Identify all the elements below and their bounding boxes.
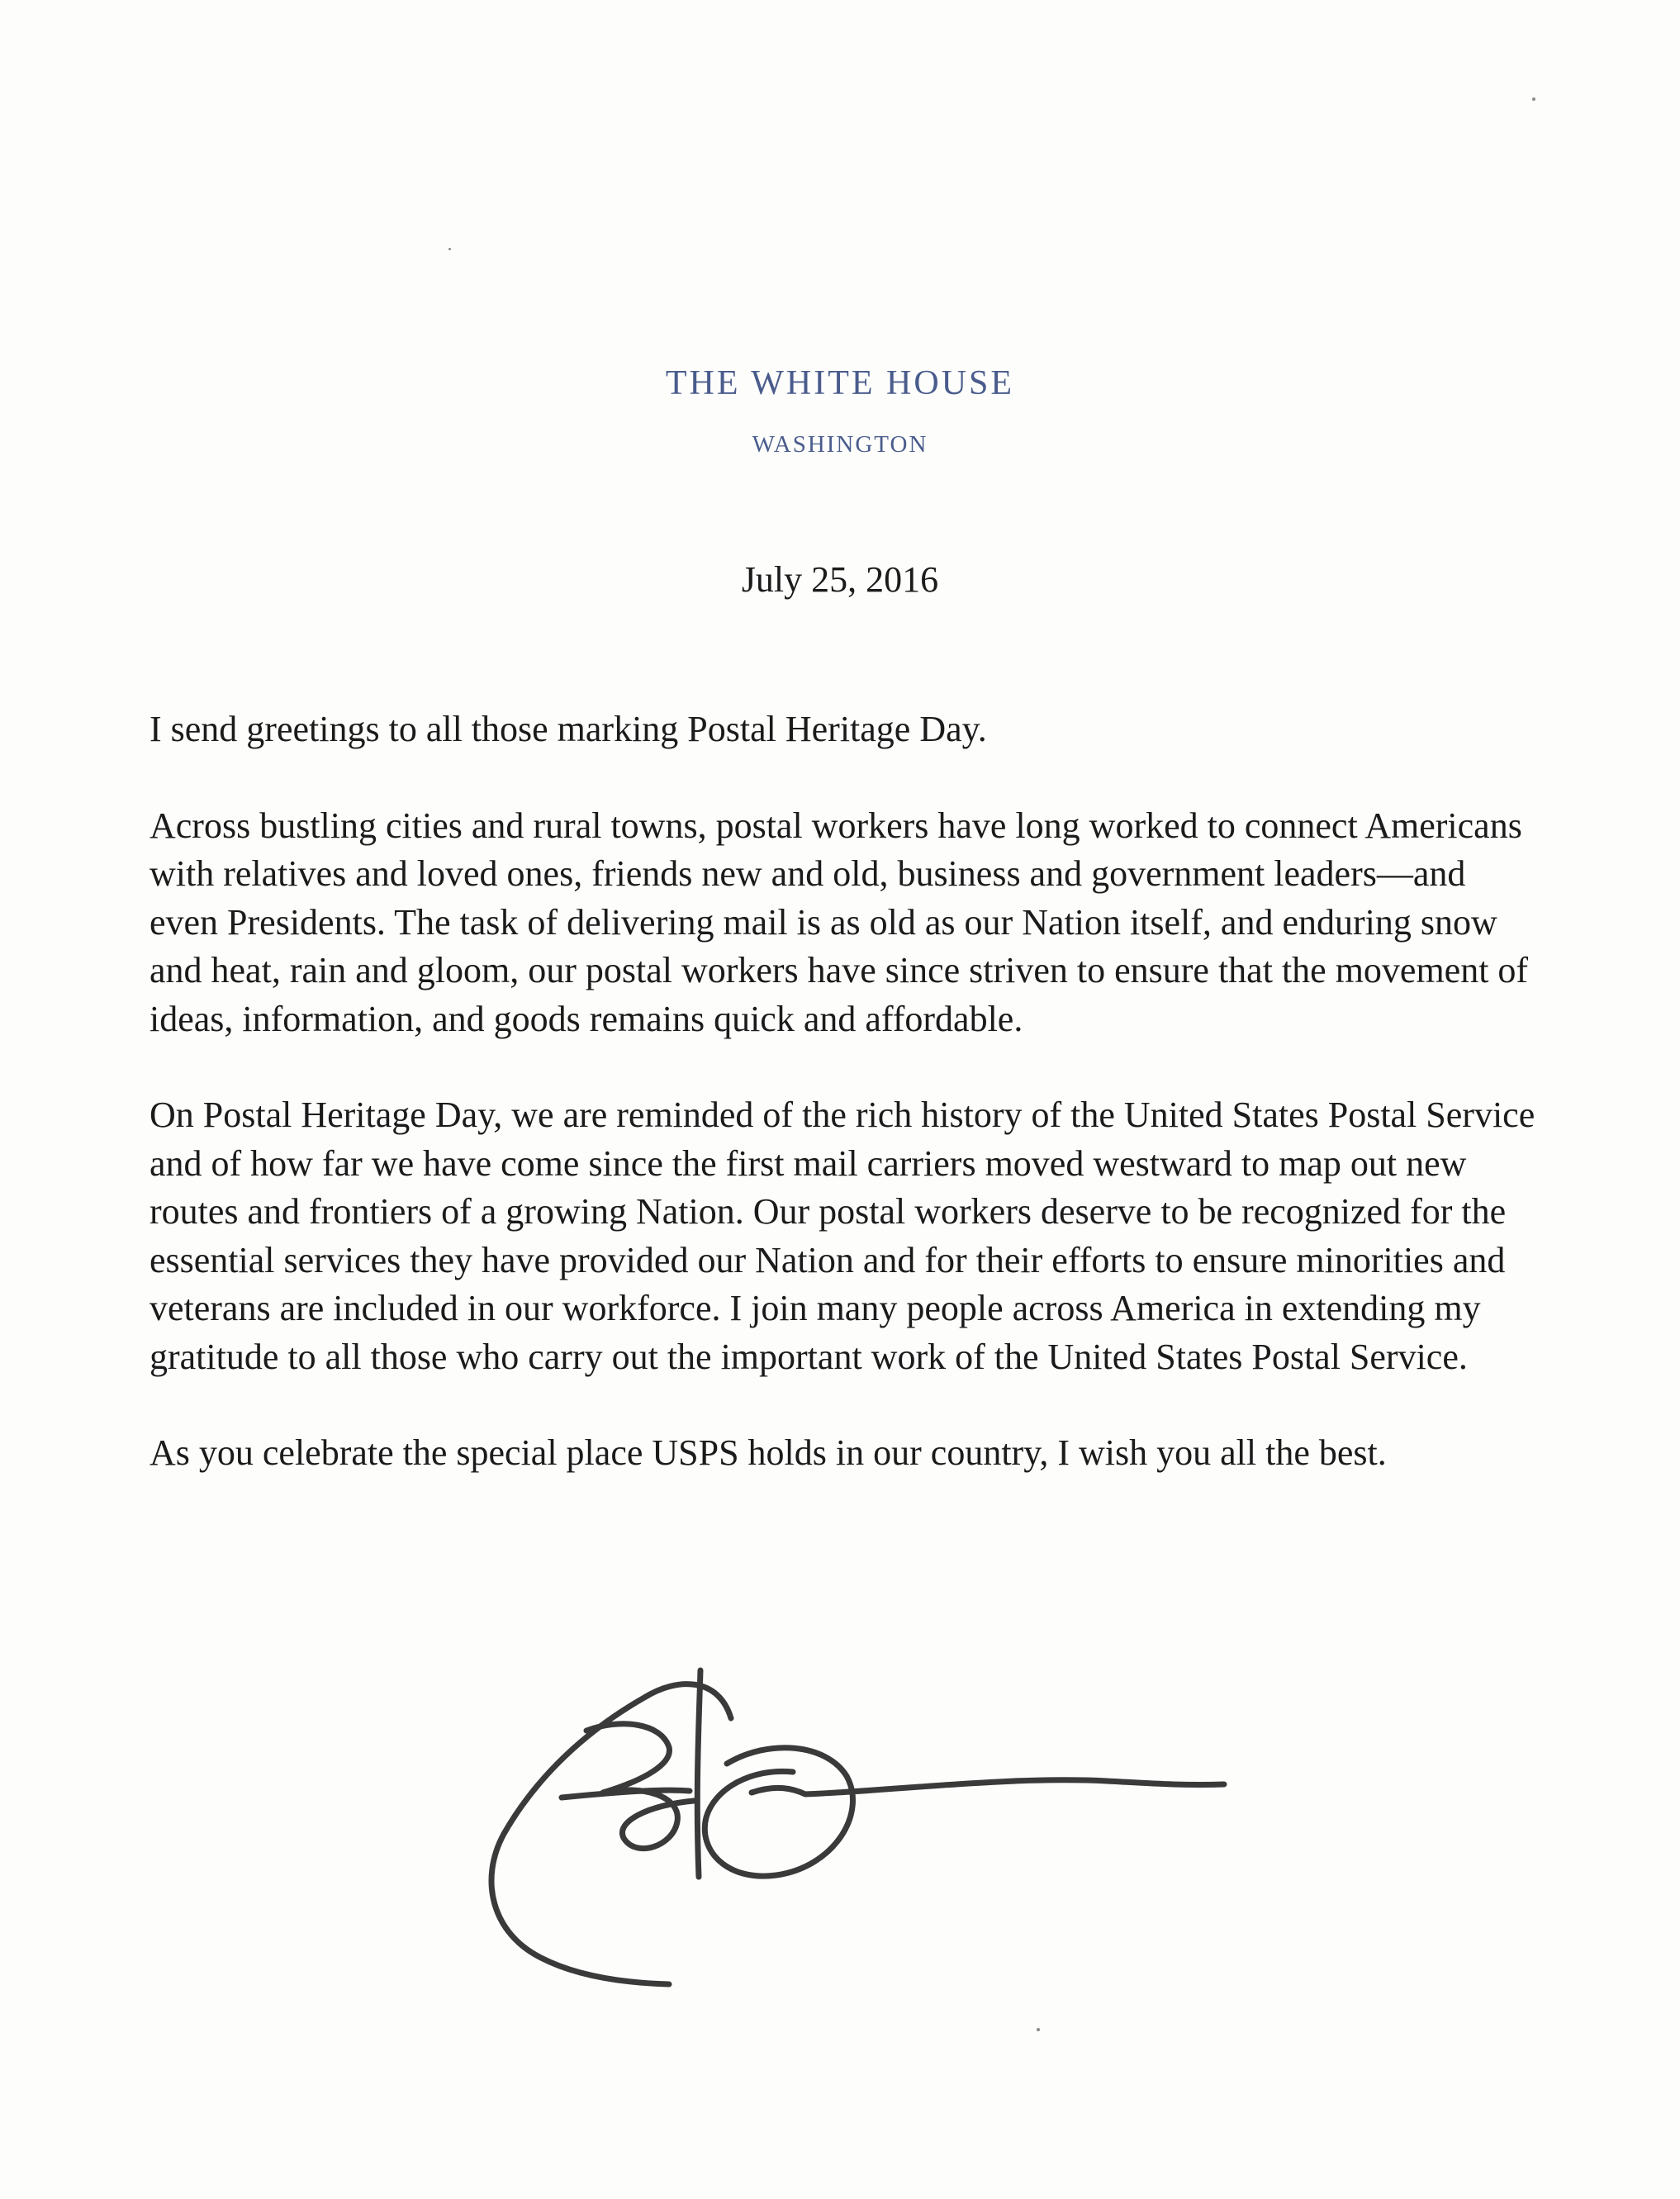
letter-body: [149, 705, 1537, 1526]
letter-date: July 25, 2016: [741, 559, 939, 600]
letterhead-title: THE WHITE HOUSE: [665, 364, 1015, 402]
signature-stroke-tail: [752, 1780, 1224, 1794]
letterhead-subtitle: WASHINGTON: [752, 431, 928, 458]
signature-stroke-o: [705, 1748, 852, 1876]
paragraph-greeting: I send greetings to all those marking Postal Heritage Day.: [149, 709, 987, 749]
handwritten-signature: [479, 1660, 1255, 2007]
paper-speck: [1532, 97, 1535, 101]
signature-stroke-b: [586, 1724, 694, 1849]
paragraph-closing: As you celebrate the special place USPS holds in our country, I wish you all the best.: [149, 1432, 1387, 1473]
paper-speck: [448, 248, 451, 250]
paragraph-postal-workers: Across bustling cities and rural towns, postal workers have long worked to connect Americans with relatives and loved ones, friends new and old, business and government leaders—and even Presidents. The task of delivering mail is as old as our Nation itself, and enduring snow and heat, rain and gloom, our postal workers have since striven to ensure that the movement of ideas, information, and goods remains quick and affordable.: [149, 805, 1529, 1039]
paragraph-heritage-day: On Postal Heritage Day, we are reminded of the rich history of the United States Postal Service and of how far we have come since the first mail carriers moved westward to map out new routes and frontiers of a growing Nation. Our postal workers deserve to be recognized for the essential services they have provided our Nation and for their efforts to ensure minorities and veterans are included in our workforce. I join many people across America in extending my gratitude to all those who carry out the important work of the United States Postal Service.: [149, 1095, 1535, 1377]
signature-stroke-cross: [562, 1790, 690, 1798]
signature-stroke-upright: [697, 1670, 700, 1877]
paper-speck: [1037, 2028, 1040, 2031]
